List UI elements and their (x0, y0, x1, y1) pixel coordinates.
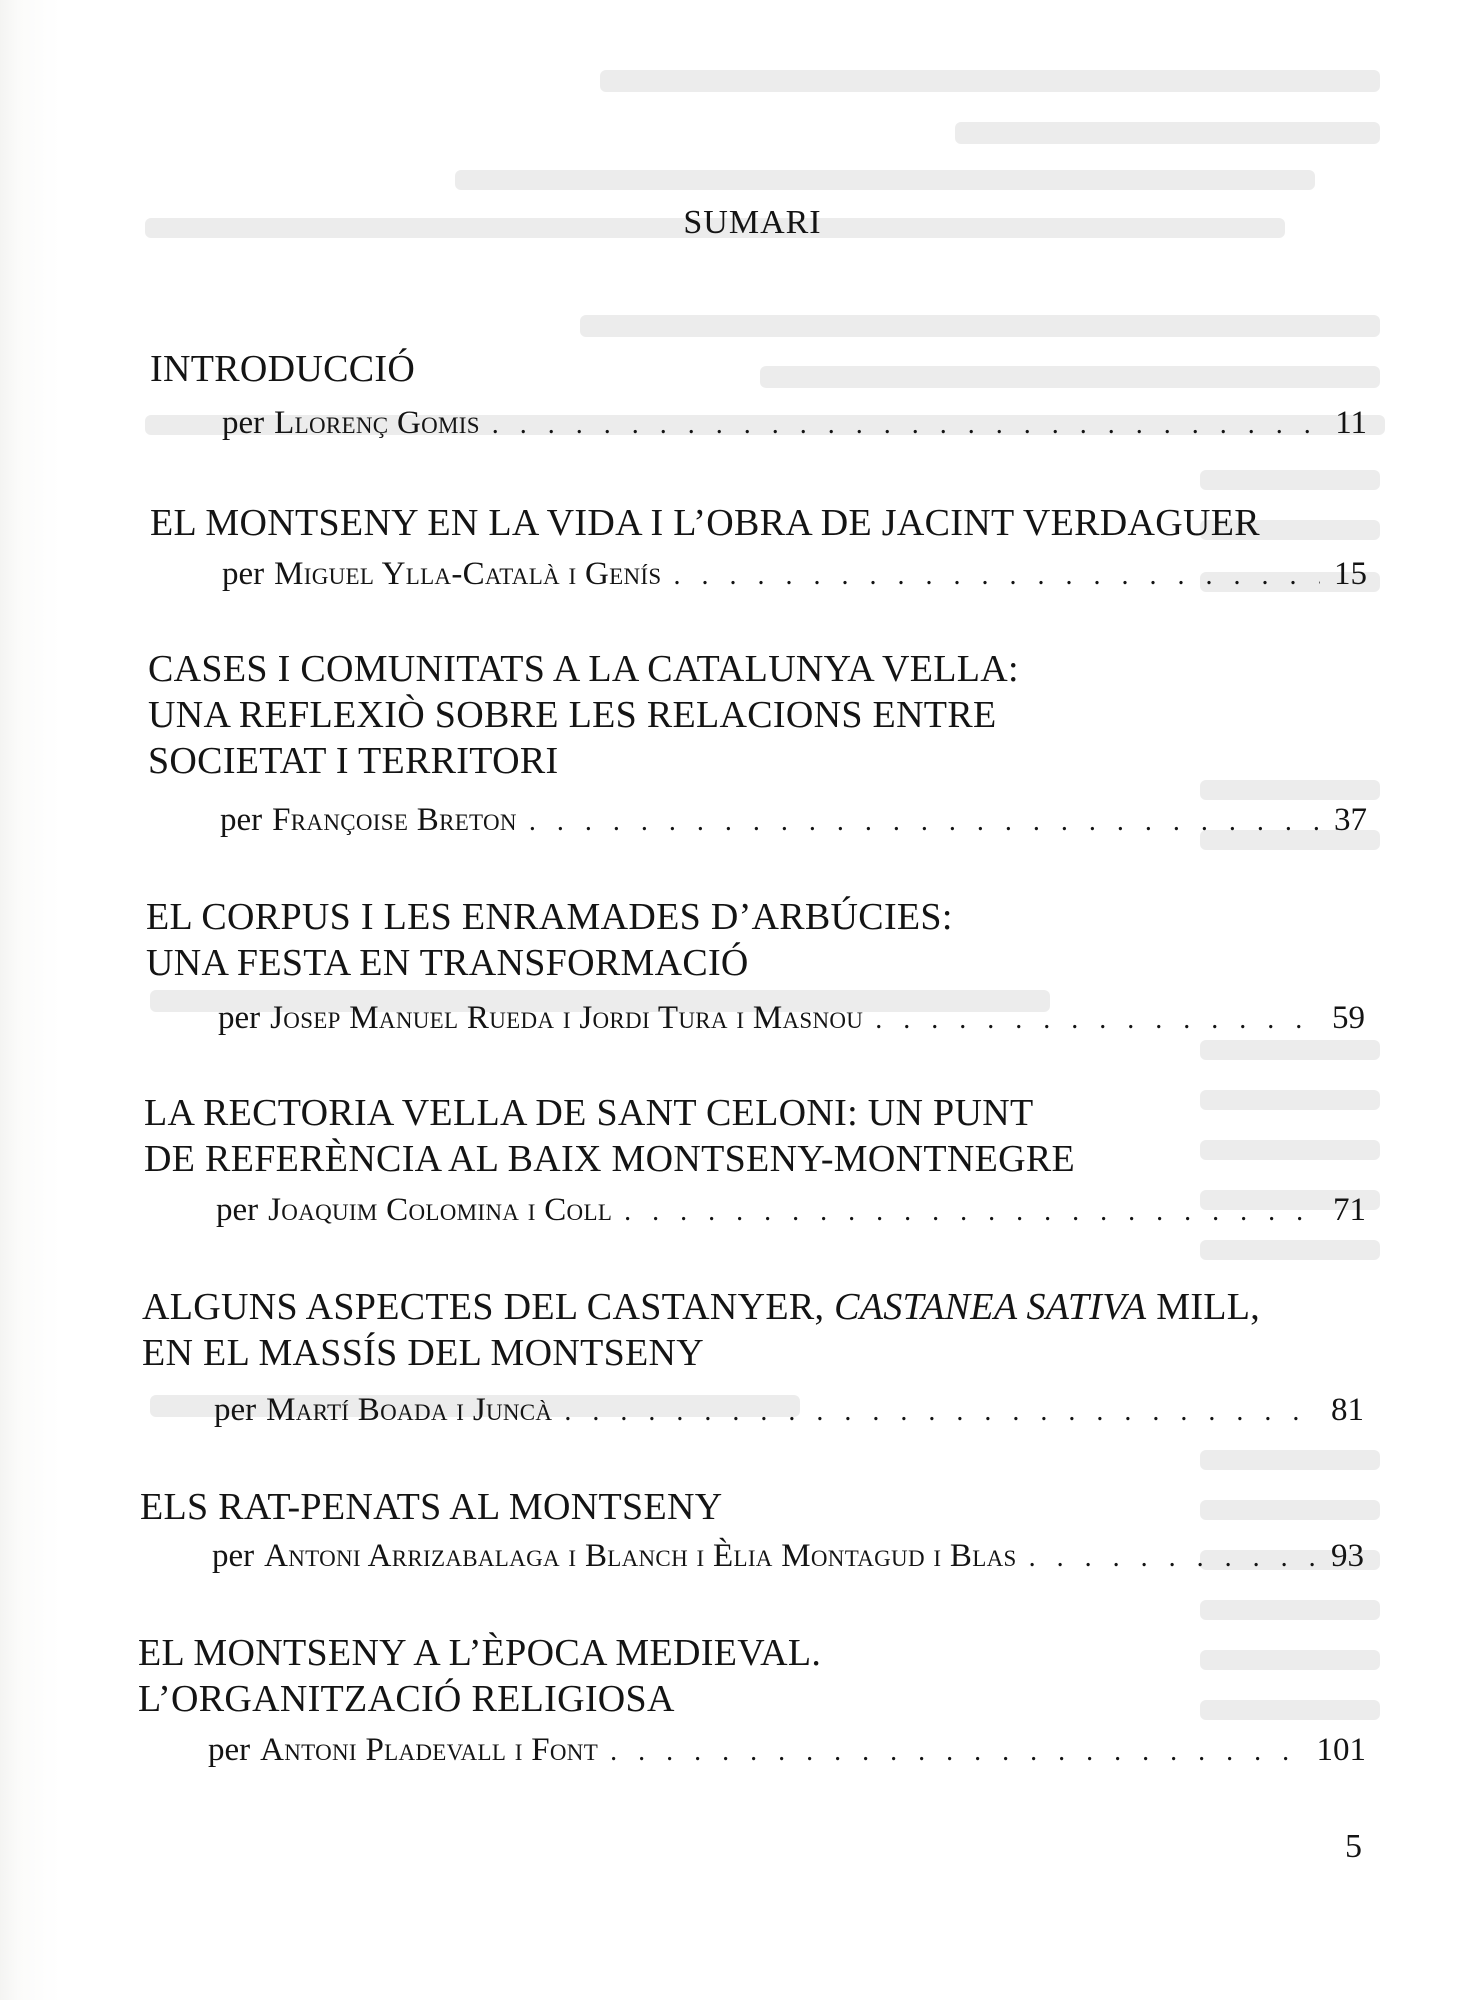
entry-title (138, 1630, 821, 1722)
entry-byline (218, 1000, 1365, 1037)
byline-per: per (208, 1732, 251, 1768)
byline-per: per (212, 1538, 255, 1574)
entry-page-number: 37 (1334, 802, 1367, 838)
entry-byline (220, 802, 1367, 839)
entry-author: Antoni Arrizabalaga i Blanch i Èlia Montagud i Blas (264, 1538, 1017, 1574)
entry-title-line: SOCIETAT I TERRITORI (148, 740, 559, 782)
dot-leader (673, 560, 1320, 592)
entry-byline (214, 1392, 1364, 1429)
entry-author: Françoise Breton (272, 802, 517, 838)
byline-per: per (220, 802, 263, 838)
entry-byline (222, 405, 1367, 442)
entry-title-line: DE REFERÈNCIA AL BAIX MONTSENY-MONTNEGRE (144, 1138, 1076, 1180)
entry-title-line: LA RECTORIA VELLA DE SANT CELONI: UN PUNT (144, 1092, 1034, 1134)
entry-author: Martí Boada i Juncà (266, 1392, 553, 1428)
entry-author: Miguel Ylla-Català i Genís (274, 556, 662, 592)
page-title: SUMARI (683, 204, 822, 241)
entry-title-line: UNA REFLEXIÒ SOBRE LES RELACIONS ENTRE (148, 694, 997, 736)
entry-title-line (142, 1284, 1260, 1330)
dot-leader (875, 1004, 1318, 1036)
entry-title (148, 646, 1019, 784)
entry-byline (222, 556, 1367, 593)
entry-author: Antoni Pladevall i Font (260, 1732, 599, 1768)
entry-byline (212, 1538, 1364, 1575)
entry-title-text: MILL, (1146, 1286, 1261, 1328)
entry-page-number: 71 (1333, 1192, 1366, 1228)
entry-page-number: 15 (1334, 556, 1367, 592)
entry-page-number: 11 (1335, 405, 1367, 441)
dot-leader (492, 409, 1321, 441)
entry-author: Josep Manuel Rueda i Jordi Tura i Masnou (270, 1000, 864, 1036)
entry-page-number: 93 (1331, 1538, 1364, 1574)
dot-leader (610, 1736, 1302, 1768)
dot-leader (624, 1196, 1319, 1228)
byline-per: per (216, 1192, 259, 1228)
entry-byline (208, 1732, 1366, 1769)
entry-title-line: INTRODUCCIÓ (150, 348, 416, 390)
page-number: 5 (1345, 1828, 1362, 1865)
entry-page-number: 101 (1316, 1732, 1366, 1768)
entry-title-italic: CASTANEA SATIVA (834, 1286, 1147, 1328)
entry-title (150, 346, 415, 392)
entry-byline (216, 1192, 1366, 1229)
byline-per: per (222, 556, 265, 592)
entry-title-line: EL CORPUS I LES ENRAMADES D’ARBÚCIES: (146, 896, 953, 938)
byline-per: per (214, 1392, 257, 1428)
entry-title (146, 894, 953, 986)
entry-title (150, 500, 1260, 546)
entry-page-number: 81 (1331, 1392, 1364, 1428)
dot-leader (529, 806, 1320, 838)
dot-leader (564, 1396, 1317, 1428)
byline-per: per (218, 1000, 261, 1036)
entry-author: Llorenç Gomis (274, 405, 480, 441)
entry-page-number: 59 (1332, 1000, 1365, 1036)
entry-title-line: L’ORGANITZACIÓ RELIGIOSA (138, 1678, 675, 1720)
entry-title (144, 1090, 1075, 1182)
entry-title (140, 1484, 722, 1530)
entry-author: Joaquim Colomina i Coll (268, 1192, 613, 1228)
entry-title-line: CASES I COMUNITATS A LA CATALUNYA VELLA: (148, 648, 1019, 690)
entry-title-line: EN EL MASSÍS DEL MONTSENY (142, 1332, 705, 1374)
entry-title-line: EL MONTSENY A L’ÈPOCA MEDIEVAL. (138, 1632, 822, 1674)
entry-title-text: ALGUNS ASPECTES DEL CASTANYER, (142, 1286, 835, 1328)
byline-per: per (222, 405, 265, 441)
dot-leader (1029, 1542, 1317, 1574)
entry-title-line: EL MONTSENY EN LA VIDA I L’OBRA DE JACINT VERDAGUER (150, 502, 1260, 544)
entry-title-line: UNA FESTA EN TRANSFORMACIÓ (146, 942, 749, 984)
entry-title (142, 1284, 1260, 1376)
entry-title-line: ELS RAT-PENATS AL MONTSENY (140, 1486, 723, 1528)
